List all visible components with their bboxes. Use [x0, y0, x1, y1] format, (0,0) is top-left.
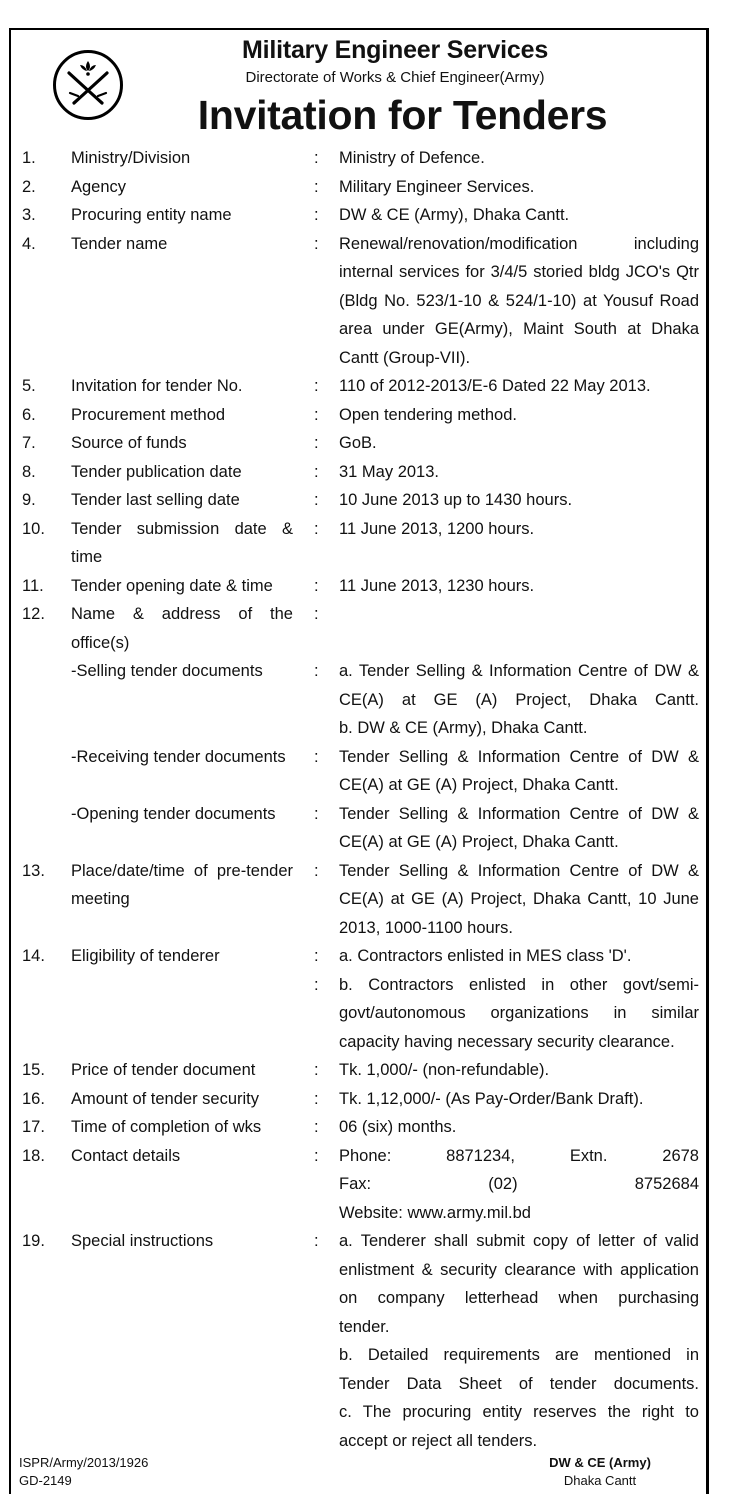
tender-item-row [0, 1113, 730, 1142]
item-separator: : [314, 462, 319, 481]
item-label-line: Amount of tender security [71, 1089, 260, 1108]
item-value [339, 144, 699, 173]
item-number: 2. [22, 177, 36, 196]
item-label [71, 173, 293, 202]
item-separator: : [314, 206, 319, 224]
item-value-line: accept or reject all tenders. [339, 1431, 538, 1450]
item-value-line: CE(A) at GE (A) Project, Dhaka Cantt, 10 June [339, 890, 699, 908]
item-number: 19. [22, 1232, 45, 1250]
item-separator: : [314, 519, 319, 538]
item-label [71, 1227, 293, 1256]
footer-issuer [520, 1454, 680, 1490]
item-label-line: Tender submission date & [71, 519, 293, 538]
item-value [339, 429, 699, 458]
item-value-line: Tender Selling & Information Centre of DW & [339, 804, 699, 823]
item-value-line: Tender Selling & Information Centre of DW & [339, 861, 699, 880]
item-label [71, 857, 293, 914]
item-value-line: Tender Data Sheet of tender documents. [339, 1374, 699, 1393]
item-label-line: Procurement method [71, 405, 226, 424]
item-label-line: meeting [71, 890, 130, 908]
item-value-line: Ministry of Defence. [339, 149, 485, 167]
tender-item-row [0, 144, 730, 173]
item-value-line: govt/autonomous organizations in similar [339, 1004, 699, 1022]
item-label-line: Price of tender document [71, 1061, 256, 1079]
item-value [339, 1056, 699, 1085]
item-separator: : [314, 1118, 319, 1136]
item-value-line: CE(A) at GE (A) Project, Dhaka Cantt. [339, 833, 619, 851]
item-value [339, 401, 699, 430]
item-value-line: a. Tender Selling & Information Centre of DW & [339, 662, 699, 680]
tender-item-row [0, 971, 730, 1057]
tender-item-row [0, 572, 730, 601]
item-label-line: Place/date/time of pre-tender [71, 861, 293, 880]
ispr-reference: ISPR/Army/2013/1926 [19, 1455, 149, 1470]
item-label [71, 942, 293, 971]
item-number: 8. [22, 462, 36, 481]
tender-item-row [0, 942, 730, 971]
item-value-line: (Bldg No. 523/1-10 & 524/1-10) at Yousuf Road [339, 291, 699, 310]
item-value-line: 31 May 2013. [339, 462, 439, 481]
item-label-line: -Selling tender documents [71, 662, 263, 680]
item-value [339, 743, 699, 800]
item-label [71, 429, 293, 458]
item-label [71, 800, 293, 829]
item-value [339, 173, 699, 202]
item-label [71, 486, 293, 515]
item-label-line: -Opening tender documents [71, 804, 276, 823]
item-label [71, 1142, 293, 1171]
item-label-line: Source of funds [71, 434, 187, 452]
item-label-line: Agency [71, 177, 127, 196]
item-separator: : [314, 1232, 319, 1250]
organization-name: Military Engineer Services [241, 36, 549, 64]
tender-item-row [0, 201, 730, 230]
item-value-line: tender. [339, 1317, 390, 1336]
item-label [71, 201, 293, 230]
item-label-line: Time of completion of wks [71, 1118, 262, 1136]
item-value [339, 458, 699, 487]
item-label [71, 401, 293, 430]
item-label-line: Special instructions [71, 1232, 214, 1250]
tender-item-row [0, 429, 730, 458]
item-value [339, 572, 699, 601]
item-label [71, 743, 293, 772]
directorate-name: Directorate of Works & Chief Engineer(Army) [245, 69, 545, 86]
item-number: 5. [22, 377, 36, 395]
item-separator: : [314, 1146, 319, 1165]
item-value-line: DW & CE (Army), Dhaka Cantt. [339, 206, 570, 224]
item-value-line: a. Contractors enlisted in MES class 'D'. [339, 947, 632, 965]
item-separator: : [314, 576, 319, 595]
item-label-line: Tender last selling date [71, 491, 240, 509]
item-value [339, 372, 699, 401]
tender-item-row [0, 173, 730, 202]
item-label [71, 572, 293, 601]
tender-item-row [0, 1085, 730, 1114]
item-value [339, 942, 699, 971]
item-label-line: Invitation for tender No. [71, 377, 243, 395]
tender-item-row [0, 230, 730, 373]
item-value-line: enlistment & security clearance with application [339, 1260, 699, 1279]
item-value-line: Tk. 1,000/- (non-refundable). [339, 1061, 550, 1079]
item-value [339, 800, 699, 857]
item-separator: : [314, 947, 319, 965]
notice-title: Invitation for Tenders [197, 92, 608, 138]
item-separator: : [314, 861, 319, 880]
item-label-line: Eligibility of tenderer [71, 947, 220, 965]
item-number: 15. [22, 1061, 45, 1079]
issuer-name: DW & CE (Army) [549, 1455, 651, 1470]
item-value-line: c. The procuring entity reserves the right to [339, 1403, 699, 1421]
item-separator: : [314, 491, 319, 509]
item-value-line: a. Tenderer shall submit copy of letter of valid [339, 1232, 699, 1250]
item-separator: : [314, 662, 319, 680]
item-number: 18. [22, 1146, 45, 1165]
tender-item-row [0, 800, 730, 857]
tender-item-row [0, 458, 730, 487]
item-value-line: 11 June 2013, 1200 hours. [339, 519, 535, 538]
item-value-line: 10 June 2013 up to 1430 hours. [339, 491, 573, 509]
item-separator: : [314, 605, 319, 623]
item-separator: : [314, 747, 319, 766]
item-value-line: on company letterhead when purchasing [339, 1289, 699, 1307]
item-label [71, 657, 293, 686]
item-number: 10. [22, 519, 45, 538]
item-value-line: Phone: 8871234, Extn. 2678 [339, 1146, 699, 1165]
item-label [71, 1085, 293, 1114]
item-value [339, 1142, 699, 1228]
item-value-line: Tender Selling & Information Centre of DW & [339, 747, 699, 766]
item-value-line: Cantt (Group-VII). [339, 348, 471, 367]
item-value-line: Open tendering method. [339, 405, 517, 424]
item-value-line: b. Detailed requirements are mentioned in [339, 1346, 699, 1364]
item-value [339, 1085, 699, 1114]
mes-emblem-icon [52, 49, 124, 121]
item-separator: : [314, 177, 319, 196]
item-separator: : [314, 1061, 319, 1079]
item-value-line: 110 of 2012-2013/E-6 Dated 22 May 2013. [339, 377, 651, 395]
item-value-line: Website: www.army.mil.bd [339, 1203, 531, 1222]
item-value-line: capacity having necessary security clearance. [339, 1032, 675, 1051]
item-label-line: -Receiving tender documents [71, 747, 286, 766]
item-label-line: time [71, 548, 103, 566]
item-value-line: Military Engineer Services. [339, 177, 535, 196]
tender-item-row [0, 486, 730, 515]
item-separator: : [314, 804, 319, 823]
item-value-line: CE(A) at GE (A) Project, Dhaka Cantt. [339, 776, 619, 794]
item-label-line: Contact details [71, 1146, 181, 1165]
tender-item-row [0, 857, 730, 943]
item-label-line: Tender name [71, 234, 168, 253]
item-value-line: b. DW & CE (Army), Dhaka Cantt. [339, 719, 588, 737]
gd-reference: GD-2149 [19, 1473, 72, 1488]
item-number: 17. [22, 1118, 45, 1136]
item-value-line: b. Contractors enlisted in other govt/semi- [339, 975, 699, 994]
item-value-line: Renewal/renovation/modification including [339, 234, 699, 253]
item-label [71, 458, 293, 487]
item-number: 1. [22, 149, 36, 167]
item-label-line: Ministry/Division [71, 149, 191, 167]
item-label [71, 144, 293, 173]
item-value [339, 657, 699, 743]
item-separator: : [314, 234, 319, 253]
tender-item-row [0, 1142, 730, 1228]
item-separator: : [314, 975, 319, 994]
item-value [339, 486, 699, 515]
item-value-line: CE(A) at GE (A) Project, Dhaka Cantt. [339, 690, 699, 709]
item-label [71, 372, 293, 401]
item-label-line: Procuring entity name [71, 206, 232, 224]
item-number: 11. [22, 576, 44, 595]
item-value-line: 11 June 2013, 1230 hours. [339, 576, 535, 595]
item-value-line: 06 (six) months. [339, 1118, 457, 1136]
item-number: 6. [22, 405, 36, 424]
item-value [339, 971, 699, 1057]
item-number: 4. [22, 234, 36, 253]
item-label [71, 1056, 293, 1085]
item-separator: : [314, 149, 319, 167]
item-label-line: office(s) [71, 633, 130, 652]
item-value-line: internal services for 3/4/5 storied bldg JCO's Qtr [339, 263, 699, 281]
item-separator: : [314, 434, 319, 452]
item-value [339, 201, 699, 230]
item-value [339, 515, 699, 544]
item-value [339, 230, 699, 373]
item-value-line: Fax: (02) 8752684 [339, 1175, 699, 1193]
item-value [339, 1227, 699, 1455]
item-number: 9. [22, 491, 36, 509]
item-label-line: Tender publication date [71, 462, 242, 481]
tender-item-row [0, 743, 730, 800]
item-number: 12. [22, 605, 45, 623]
item-separator: : [314, 377, 319, 395]
item-label [71, 1113, 293, 1142]
tender-details-list [0, 144, 730, 1455]
item-number: 3. [22, 206, 36, 224]
item-separator: : [314, 405, 319, 424]
item-number: 13. [22, 861, 45, 880]
tender-item-row [0, 372, 730, 401]
item-number: 7. [22, 434, 36, 452]
item-value-line: 2013, 1000-1100 hours. [339, 918, 513, 937]
tender-item-row [0, 515, 730, 572]
item-value [339, 857, 699, 943]
item-value [339, 1113, 699, 1142]
tender-item-row [0, 401, 730, 430]
item-label-line: Tender opening date & time [71, 576, 273, 595]
item-value-line: GoB. [339, 434, 377, 452]
item-label-line: Name & address of the [71, 605, 293, 623]
tender-item-row [0, 600, 730, 657]
tender-item-row [0, 1056, 730, 1085]
tender-item-row [0, 657, 730, 743]
item-label [71, 230, 293, 259]
tender-item-row [0, 1227, 730, 1455]
item-number: 16. [22, 1089, 45, 1108]
item-label [71, 515, 293, 572]
item-separator: : [314, 1089, 319, 1108]
footer-references [19, 1454, 148, 1490]
item-value-line: Tk. 1,12,000/- (As Pay-Order/Bank Draft). [339, 1089, 644, 1108]
item-label [71, 600, 293, 657]
item-value-line: area under GE(Army), Maint South at Dhaka [339, 320, 699, 338]
issuer-place: Dhaka Cantt [563, 1473, 637, 1488]
item-number: 14. [22, 947, 45, 965]
